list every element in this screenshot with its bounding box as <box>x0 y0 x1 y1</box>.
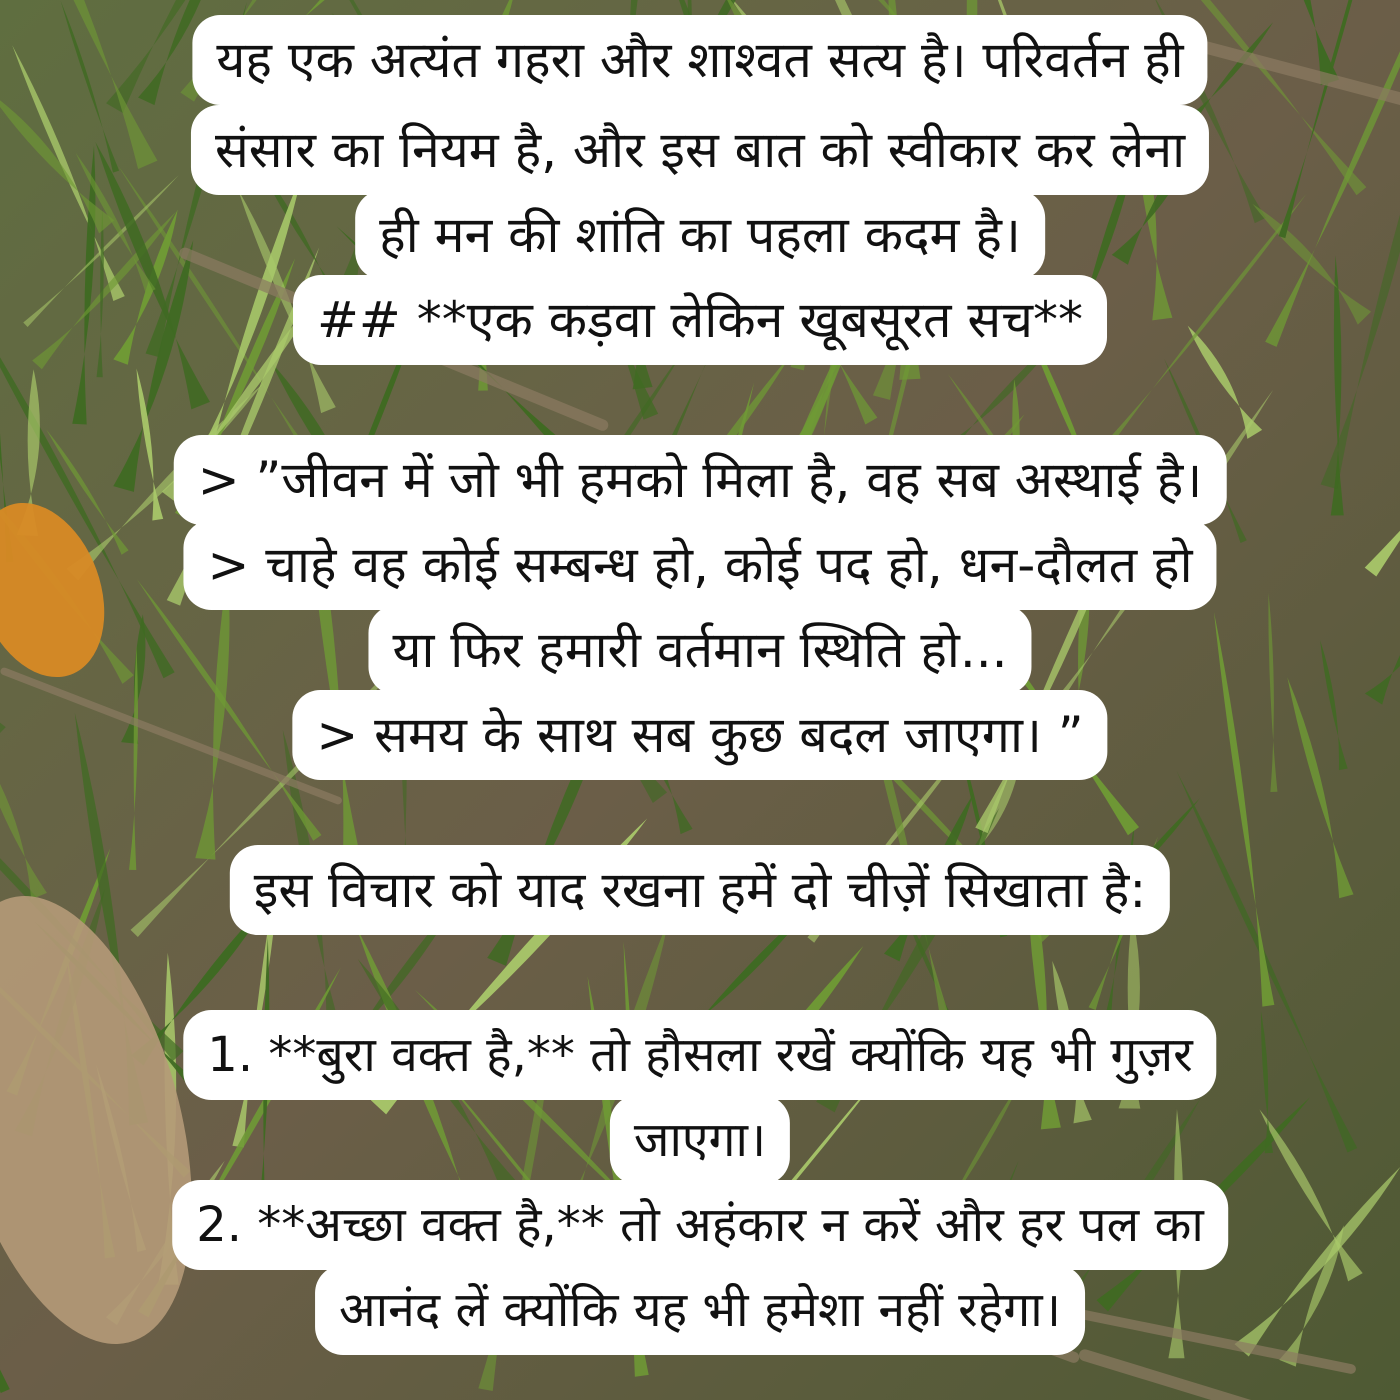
list-item-2-line-1: 2. **अच्छा वक्त है,** तो अहंकार न करें और हर पल का <box>172 1180 1228 1270</box>
quote-line-3: या फिर हमारी वर्तमान स्थिति हो... <box>368 605 1031 695</box>
intro-line-2: संसार का नियम है, और इस बात को स्वीकार कर लेना <box>191 105 1209 195</box>
quote-line-2: > चाहे वह कोई सम्बन्ध हो, कोई पद हो, धन-दौलत हो <box>183 520 1216 610</box>
list-item-1-line-1: 1. **बुरा वक्त है,** तो हौसला रखें क्योंकि यह भी गुज़र <box>183 1010 1216 1100</box>
list-item-1-line-2: जाएगा। <box>610 1095 790 1185</box>
intro-line-1: यह एक अत्यंत गहरा और शाश्वत सत्य है। परिवर्तन ही <box>192 15 1207 105</box>
list-item-2-line-2: आनंद लें क्योंकि यह भी हमेशा नहीं रहेगा। <box>315 1265 1085 1355</box>
intro-line-3: ही मन की शांति का पहला कदम है। <box>355 190 1045 280</box>
quote-line-1: > ”जीवन में जो भी हमको मिला है, वह सब अस्थाई है। <box>174 435 1227 525</box>
intro-heading: ## **एक कड़वा लेकिन खूबसूरत सच** <box>293 275 1107 365</box>
lesson-intro-line: इस विचार को याद रखना हमें दो चीज़ें सिखाता है: <box>230 845 1170 935</box>
quote-line-4: > समय के साथ सब कुछ बदल जाएगा। ” <box>292 690 1107 780</box>
